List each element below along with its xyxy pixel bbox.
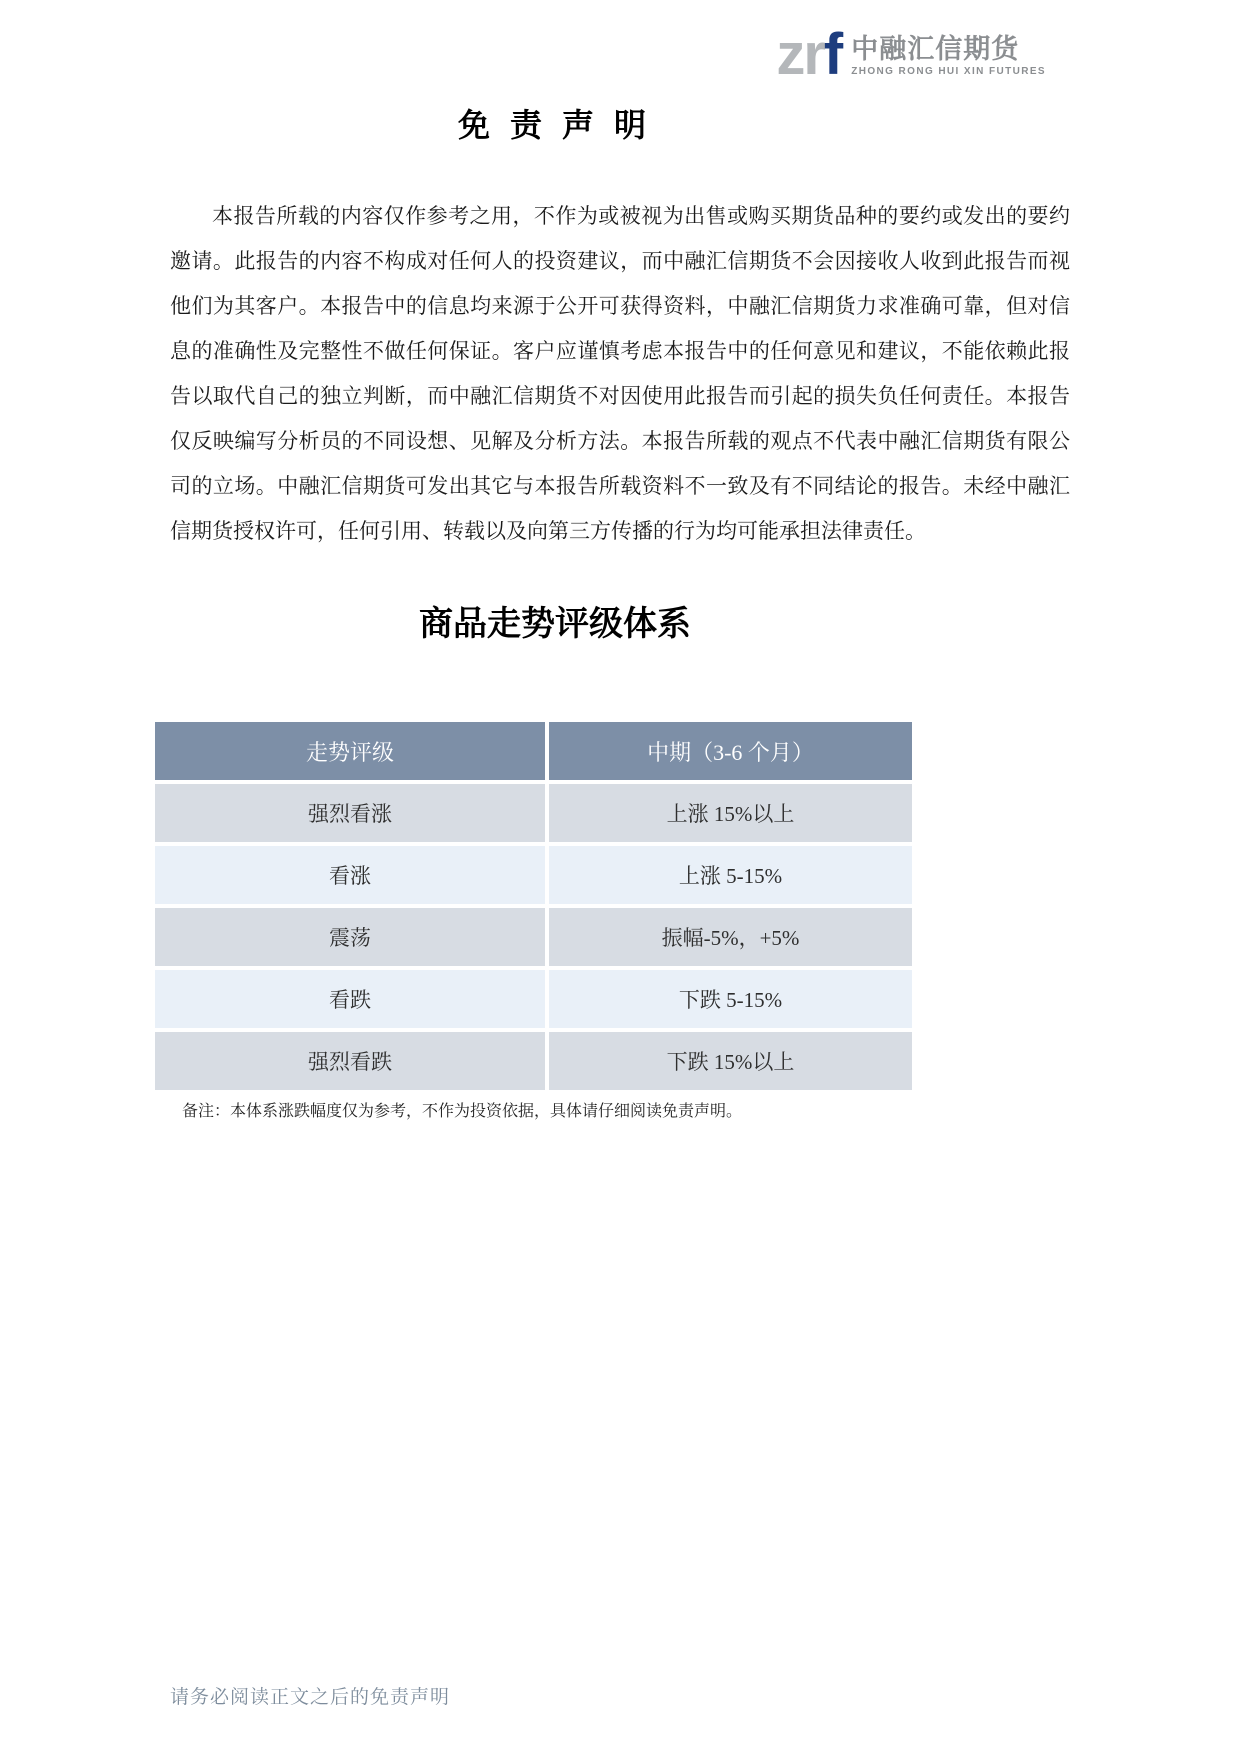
table-cell-range: 下跌 5-15% <box>549 970 912 1028</box>
table-cell-range: 上涨 15%以上 <box>549 784 912 842</box>
footer-disclaimer-reminder: 请务必阅读正文之后的免责声明 <box>170 1687 451 1708</box>
logo-names <box>851 34 1046 77</box>
rating-table <box>155 722 912 1090</box>
company-name-en: ZHONG RONG HUI XIN FUTURES <box>851 65 1046 77</box>
disclaimer-paragraph: 本报告所载的内容仅作参考之用，不作为或被视为出售或购买期货品种的要约或发出的要约邀请。此报告的内容不构成对任何人的投资建议，而中融汇信期货不会因接收人收到此报告而视他们为其客户。本报告中的信息均来源于公开可获得资料，中融汇信期货力求准确可靠，但对信息的准确性及完整性不做任何保证。客户应谨慎考虑本报告中的任何意见和建议，不能依赖此报告以取代自己的独立判断，而中融汇信期货不对因使用此报告而引起的损失负任何责任。本报告仅反映编写分析员的不同设想、见解及分析方法。本报告所载的观点不代表中融汇信期货有限公司的立场。中融汇信期货可发出其它与本报告所载资料不一致及有不同结论的报告。未经中融汇信期货授权许可，任何引用、转载以及向第三方传播的行为均可能承担法律责任。 <box>170 204 1070 543</box>
table-cell-rating: 看涨 <box>155 846 545 904</box>
table-cell-rating: 看跌 <box>155 970 545 1028</box>
section-title: 商品走势评级体系 <box>419 606 691 643</box>
logo-mark-zr: zr <box>776 22 824 87</box>
document-content <box>170 100 1070 645</box>
table-note: 备注：本体系涨跌幅度仅为参考，不作为投资依据，具体请仔细阅读免责声明。 <box>182 1103 743 1120</box>
table-cell-range: 上涨 5-15% <box>549 846 912 904</box>
table-cell-rating: 震荡 <box>155 908 545 966</box>
table-header-midterm: 中期（3-6 个月） <box>549 722 912 780</box>
table-cell-rating: 强烈看涨 <box>155 784 545 842</box>
table-cell-range: 振幅-5%，+5% <box>549 908 912 966</box>
table-header-rating: 走势评级 <box>155 722 545 780</box>
page-title: 免 责 声 明 <box>457 107 652 143</box>
table-cell-range: 下跌 15%以上 <box>549 1032 912 1090</box>
company-logo <box>776 22 1046 87</box>
logo-mark-f: f <box>823 22 842 87</box>
zrf-logo-icon <box>776 22 842 87</box>
company-name-cn: 中融汇信期货 <box>851 33 1020 64</box>
table-cell-rating: 强烈看跌 <box>155 1032 545 1090</box>
